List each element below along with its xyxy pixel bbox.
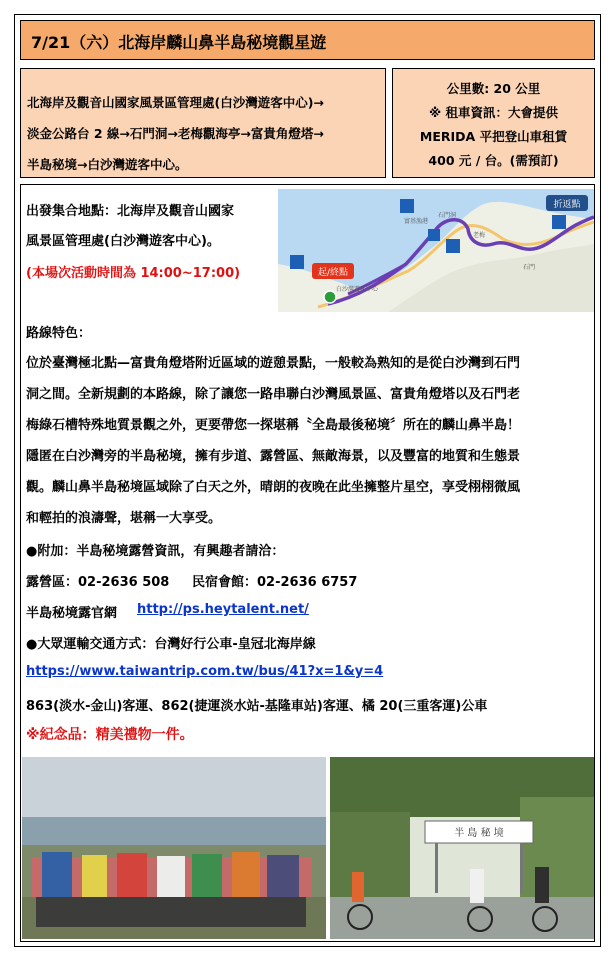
title-banner bbox=[20, 20, 595, 60]
camp-site-link[interactable]: http://ps.heytalent.net/ bbox=[137, 602, 309, 617]
info-box bbox=[392, 68, 595, 178]
photo-sign-text: 半 島 秘 境 bbox=[454, 828, 504, 839]
rental-price-text: 400 元 / 台。(需預訂) bbox=[428, 153, 559, 168]
group-photo bbox=[22, 757, 326, 939]
start-marker-icon bbox=[324, 291, 336, 303]
rental-bike-text: MERIDA 平把登山車租賃 bbox=[419, 129, 568, 144]
camping-heading: ●附加：半島秘境露營資訊，有興趣者請洽： bbox=[26, 544, 285, 559]
mountain-marker-icon bbox=[400, 199, 414, 213]
features-line: 洞之間。全新規劃的本路線，除了讓您一路串聯白沙灣風景區、富貴角燈塔以及石門老 bbox=[26, 387, 521, 402]
souvenir-note: ※紀念品：精美禮物一件。 bbox=[26, 727, 194, 743]
bus-lines: 863(淡水-金山)客運、862(捷運淡水站-基隆車站)客運、橘 20(三重客運)公車 bbox=[26, 699, 488, 714]
features-line: 位於臺灣極北點—富貴角燈塔附近區域的遊憩景點，一般較為熟知的是從白沙灣到石門 bbox=[26, 356, 521, 371]
map-place-label: 石門 bbox=[523, 264, 536, 271]
transport-heading: ●大眾運輸交通方式：台灣好行公車-皇冠北海岸線 bbox=[26, 637, 316, 652]
route-line: 半島秘境→白沙灣遊客中心。 bbox=[27, 157, 188, 172]
map-place-label: 白沙灣遊客中心 bbox=[336, 286, 379, 293]
route-line: 北海岸及觀音山國家風景區管理處(白沙灣遊客中心)→ bbox=[27, 95, 324, 110]
start-point-badge bbox=[312, 263, 354, 279]
camp-phone: 露營區：02-2636 508 bbox=[26, 575, 170, 590]
mountain-marker-icon bbox=[446, 239, 460, 253]
mountain-marker-icon bbox=[428, 229, 440, 241]
meeting-point-line1: 出發集合地點：北海岸及觀音山國家 bbox=[26, 204, 235, 219]
route-line: 淡金公路台 2 線→石門洞→老梅觀海亭→富貴角燈塔→ bbox=[27, 126, 324, 141]
start-point-label: 起/終點 bbox=[317, 268, 349, 278]
features-line: 梅綠石槽特殊地質景觀之外，更要帶您一探堪稱〝全島最後秘境〞所在的麟山鼻半島！ bbox=[26, 418, 521, 433]
turn-point-label: 折返點 bbox=[553, 200, 581, 210]
activity-time-note: (本場次活動時間為 14:00~17:00) bbox=[26, 266, 241, 281]
features-heading: 路線特色： bbox=[26, 326, 92, 341]
page-title: 7/21（六）北海岸麟山鼻半島秘境觀星遊 bbox=[31, 33, 327, 52]
cyclists-photo bbox=[330, 757, 594, 939]
camp-site-label: 半島秘境露官網 bbox=[26, 606, 118, 621]
route-box bbox=[20, 68, 386, 178]
meeting-point-line2: 風景區管理處(白沙灣遊客中心)。 bbox=[26, 234, 220, 249]
map-place-label: 富基漁港 bbox=[404, 218, 429, 225]
map-place-label: 石門洞 bbox=[438, 212, 457, 219]
route-map-graphic bbox=[278, 189, 594, 312]
mountain-marker-icon bbox=[552, 215, 566, 229]
rental-heading: ※ 租車資訊：大會提供 bbox=[428, 105, 558, 120]
guesthouse-phone: 民宿會館：02-2636 6757 bbox=[192, 575, 358, 590]
distance-text: 公里數: 20 公里 bbox=[446, 81, 541, 96]
features-line: 觀。麟山鼻半島秘境區域除了白天之外，晴朗的夜晚在此坐擁整片星空，享受栩栩微風 bbox=[26, 480, 521, 495]
features-line: 和輕拍的浪濤聲，堪稱一大享受。 bbox=[26, 511, 222, 526]
transport-link[interactable]: https://www.taiwantrip.com.tw/bus/41?x=1&y=4 bbox=[26, 664, 384, 679]
features-line: 隱匿在白沙灣旁的半島秘境，擁有步道、露營區、無敵海景，以及豐富的地質和生態景 bbox=[26, 449, 521, 464]
mountain-marker-icon bbox=[290, 255, 304, 269]
map-place-label: 老梅 bbox=[473, 232, 486, 239]
route-map bbox=[278, 189, 594, 312]
turn-point-badge bbox=[546, 195, 588, 211]
